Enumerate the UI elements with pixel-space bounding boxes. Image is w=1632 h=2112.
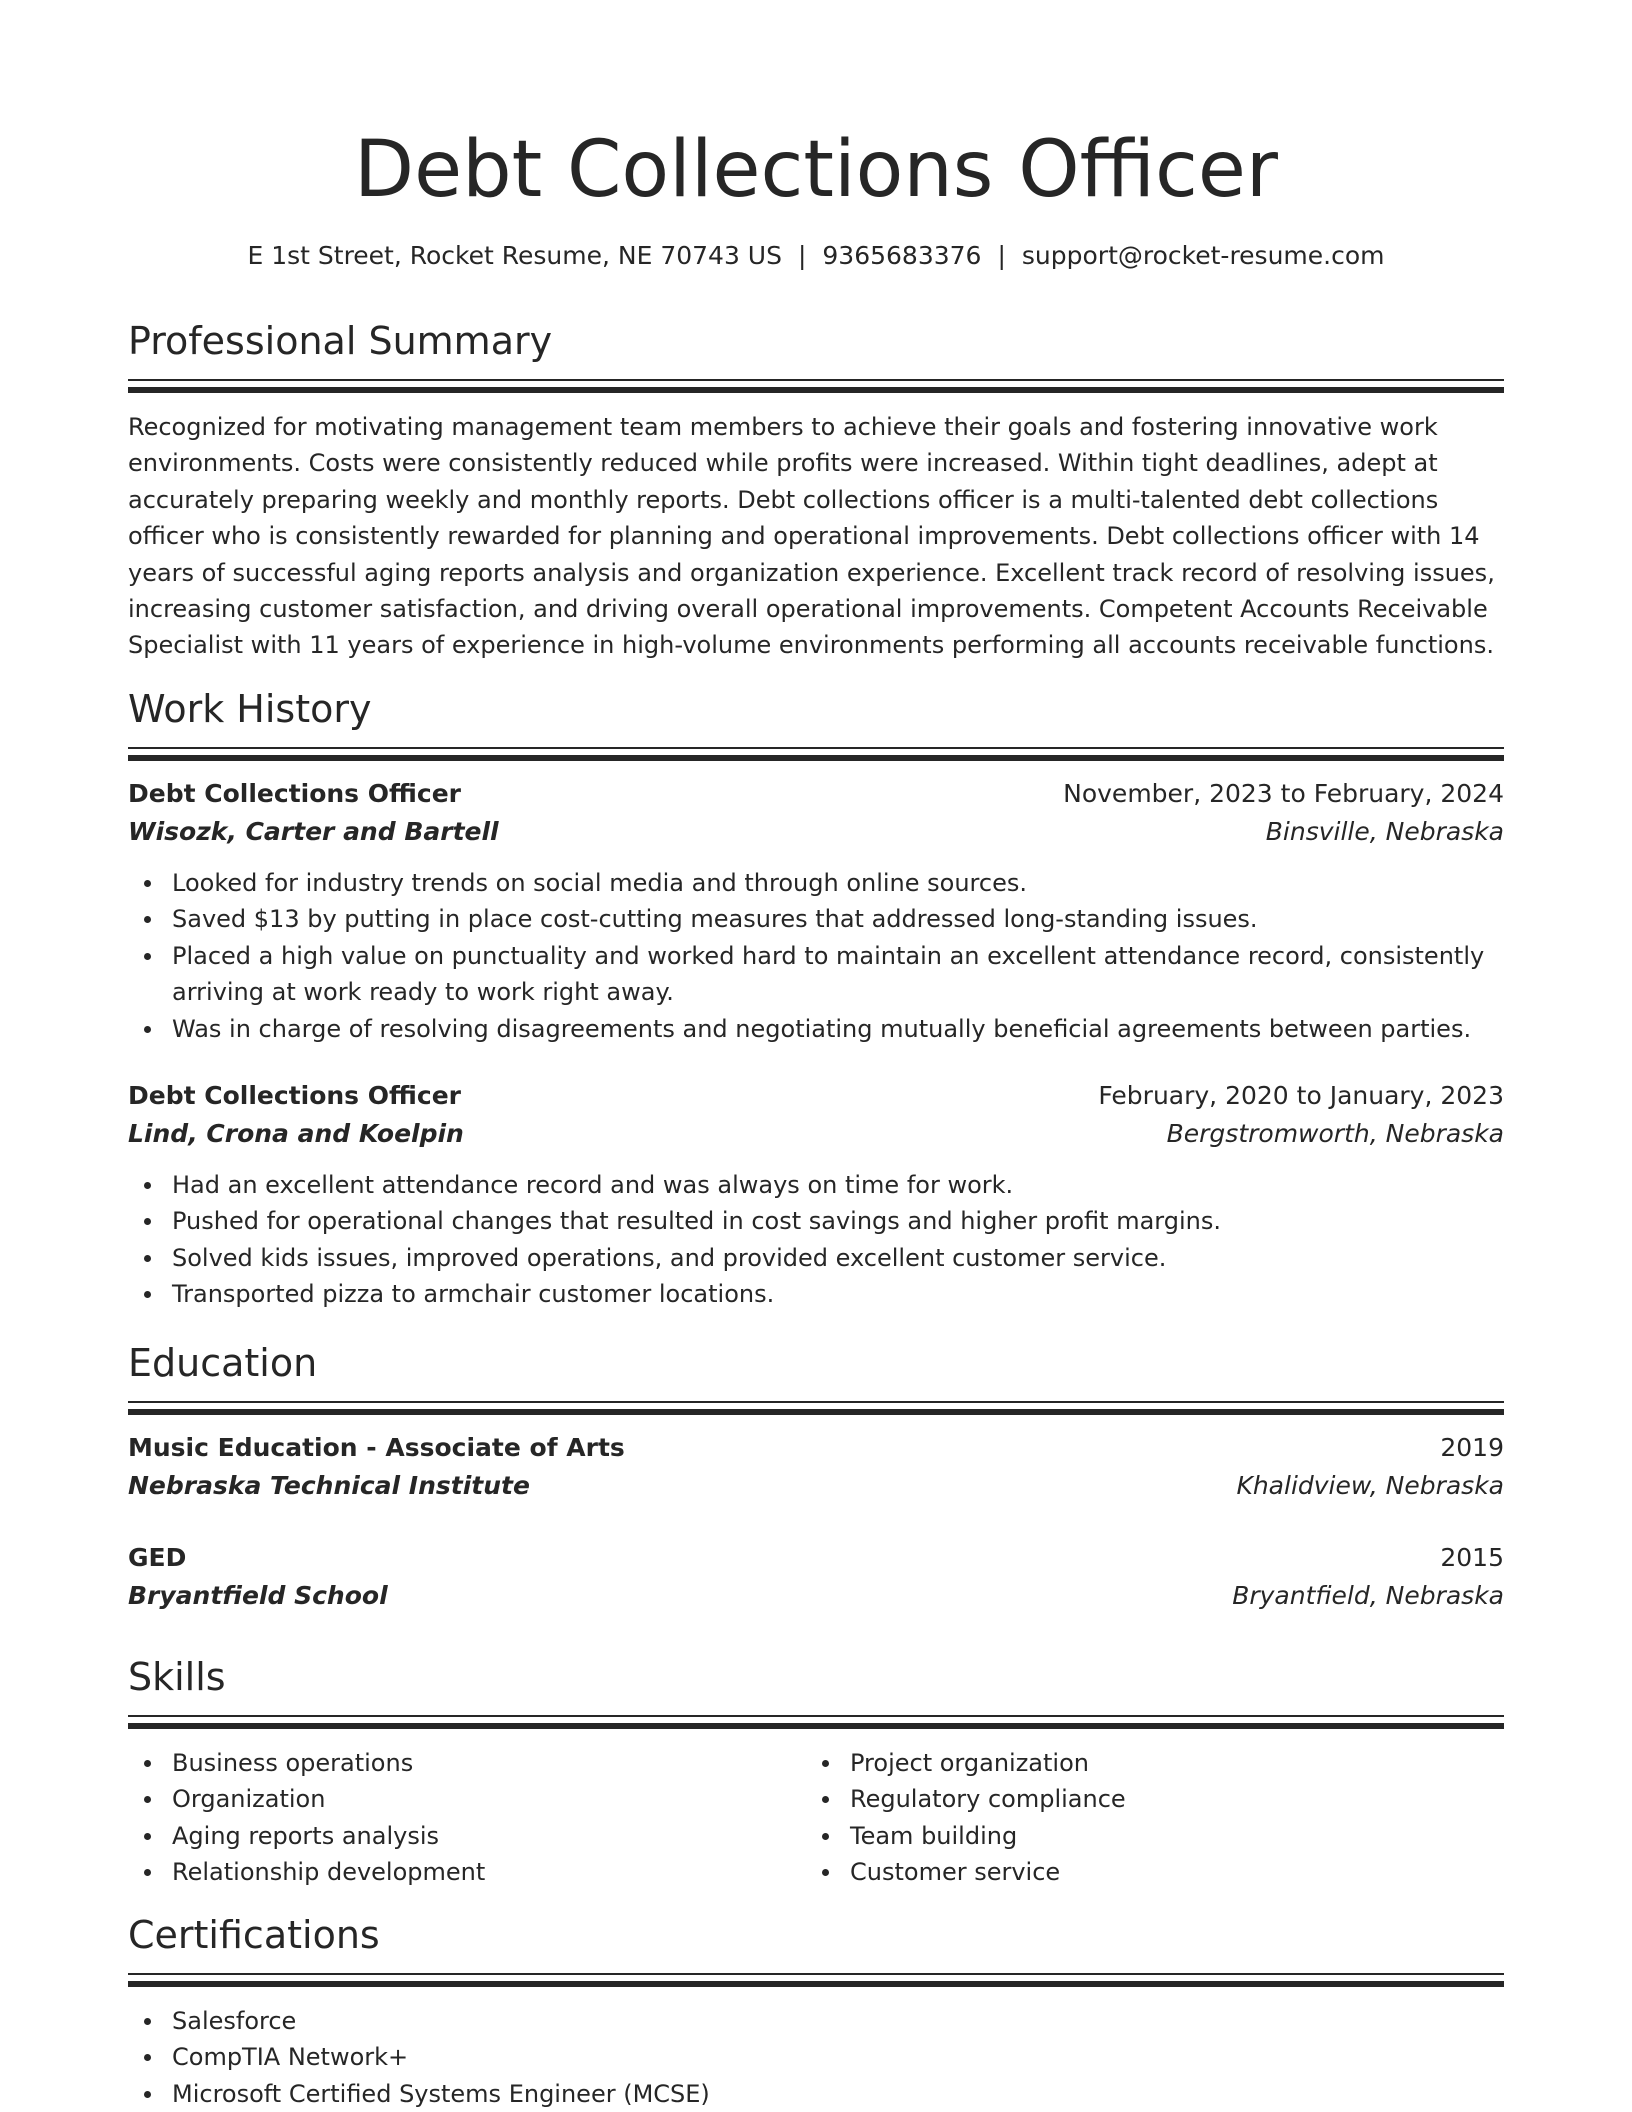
list-item: Aging reports analysis xyxy=(128,1818,806,1854)
section-divider xyxy=(128,747,1504,749)
education-degree: Music Education - Associate of Arts xyxy=(128,1433,625,1462)
list-item: Saved $13 by putting in place cost-cutting measures that addressed long-standing issues. xyxy=(128,901,1504,937)
section-title: Professional Summary xyxy=(128,319,553,363)
list-item: Was in charge of resolving disagreements and negotiating mutually beneficial agreements between parties. xyxy=(128,1011,1504,1047)
list-item: Team building xyxy=(806,1818,1484,1854)
section-divider xyxy=(128,379,1504,381)
section-divider xyxy=(128,1981,1504,1987)
education-entry xyxy=(128,1429,1504,1505)
section-title: Education xyxy=(128,1341,318,1385)
job-company: Wisozk, Carter and Bartell xyxy=(128,817,499,846)
job-entry xyxy=(128,1077,1504,1313)
list-item: Pushed for operational changes that resulted in cost savings and higher profit margins. xyxy=(128,1203,1504,1239)
contact-phone: 9365683376 xyxy=(822,241,982,270)
section-title: Certifications xyxy=(128,1913,380,1957)
resume-name: Debt Collections Officer xyxy=(354,125,1278,215)
list-item: Salesforce xyxy=(128,2003,1504,2039)
skills-list-left xyxy=(128,1745,806,1891)
list-item: Customer service xyxy=(806,1854,1484,1890)
job-bullets xyxy=(128,1167,1504,1313)
section-divider xyxy=(128,1715,1504,1717)
contact-email: support@rocket-resume.com xyxy=(1021,241,1385,270)
list-item: Looked for industry trends on social media and through online sources. xyxy=(128,865,1504,901)
section-divider xyxy=(128,1973,1504,1975)
certifications-section xyxy=(128,1910,1504,2112)
section-divider xyxy=(128,1401,1504,1403)
section-divider xyxy=(128,387,1504,393)
education-school: Nebraska Technical Institute xyxy=(128,1471,530,1500)
work-history-section xyxy=(128,684,1504,1313)
list-item: Regulatory compliance xyxy=(806,1781,1484,1817)
job-location: Binsville, Nebraska xyxy=(1265,817,1504,846)
skills-columns xyxy=(128,1745,1504,1891)
job-title: Debt Collections Officer xyxy=(128,1081,462,1111)
list-item: Project organization xyxy=(806,1745,1484,1781)
contact-line xyxy=(128,238,1504,274)
list-item: Relationship development xyxy=(128,1854,806,1890)
education-school: Bryantfield School xyxy=(128,1581,388,1610)
summary-text: Recognized for motivating management team members to achieve their goals and fostering innovative work environments. Costs were consistently reduced while profits were increased. Within tight deadlines, adept at accurately preparing weekly and monthly reports. Debt collections officer is a multi-talented debt collections officer who is consistently rewarded for planning and operational improvements. Debt collections officer with 14 years of successful aging reports analysis and organization experience. Excellent track record of resolving issues, increasing customer satisfaction, and driving overall operational improvements. Competent Accounts Receivable Specialist with 11 years of experience in high-volume environments performing all accounts receivable functions. xyxy=(128,413,1495,660)
contact-separator: | xyxy=(997,241,1006,270)
contact-address: E 1st Street, Rocket Resume, NE 70743 US xyxy=(247,241,782,270)
education-entry xyxy=(128,1539,1504,1615)
job-entry xyxy=(128,775,1504,1047)
education-location: Khalidview, Nebraska xyxy=(1236,1471,1504,1500)
list-item: CompTIA Network+ xyxy=(128,2039,1504,2075)
job-company: Lind, Crona and Koelpin xyxy=(128,1119,464,1149)
job-location: Bergstromworth, Nebraska xyxy=(1166,1119,1504,1149)
list-item: Organization xyxy=(128,1781,806,1817)
job-dates: February, 2020 to January, 2023 xyxy=(1098,1081,1504,1111)
section-title: Skills xyxy=(128,1655,226,1699)
list-item: Microsoft Certified Systems Engineer (MCSE) xyxy=(128,2076,1504,2112)
education-year: 2015 xyxy=(1440,1543,1504,1572)
education-year: 2019 xyxy=(1440,1433,1504,1462)
list-item: Placed a high value on punctuality and worked hard to maintain an excellent attendance record, consistently arriving at work ready to work right away. xyxy=(128,938,1504,1011)
section-title: Work History xyxy=(128,687,372,731)
certifications-list xyxy=(128,2003,1504,2112)
education-section xyxy=(128,1338,1504,1615)
list-item: Transported pizza to armchair customer locations. xyxy=(128,1276,1504,1312)
section-divider xyxy=(128,1409,1504,1415)
skills-section xyxy=(128,1652,1504,1891)
education-location: Bryantfield, Nebraska xyxy=(1232,1581,1504,1610)
education-degree: GED xyxy=(128,1543,187,1572)
list-item: Solved kids issues, improved operations, and provided excellent customer service. xyxy=(128,1240,1504,1276)
job-title: Debt Collections Officer xyxy=(128,779,462,808)
job-bullets xyxy=(128,865,1504,1047)
contact-separator: | xyxy=(797,241,807,270)
list-item: Had an excellent attendance record and was always on time for work. xyxy=(128,1167,1504,1203)
section-divider xyxy=(128,1723,1504,1729)
section-divider xyxy=(128,755,1504,761)
job-dates: November, 2023 to February, 2024 xyxy=(1063,779,1504,808)
summary-section xyxy=(128,316,1504,664)
list-item: Business operations xyxy=(128,1745,806,1781)
skills-list-right xyxy=(806,1745,1484,1891)
